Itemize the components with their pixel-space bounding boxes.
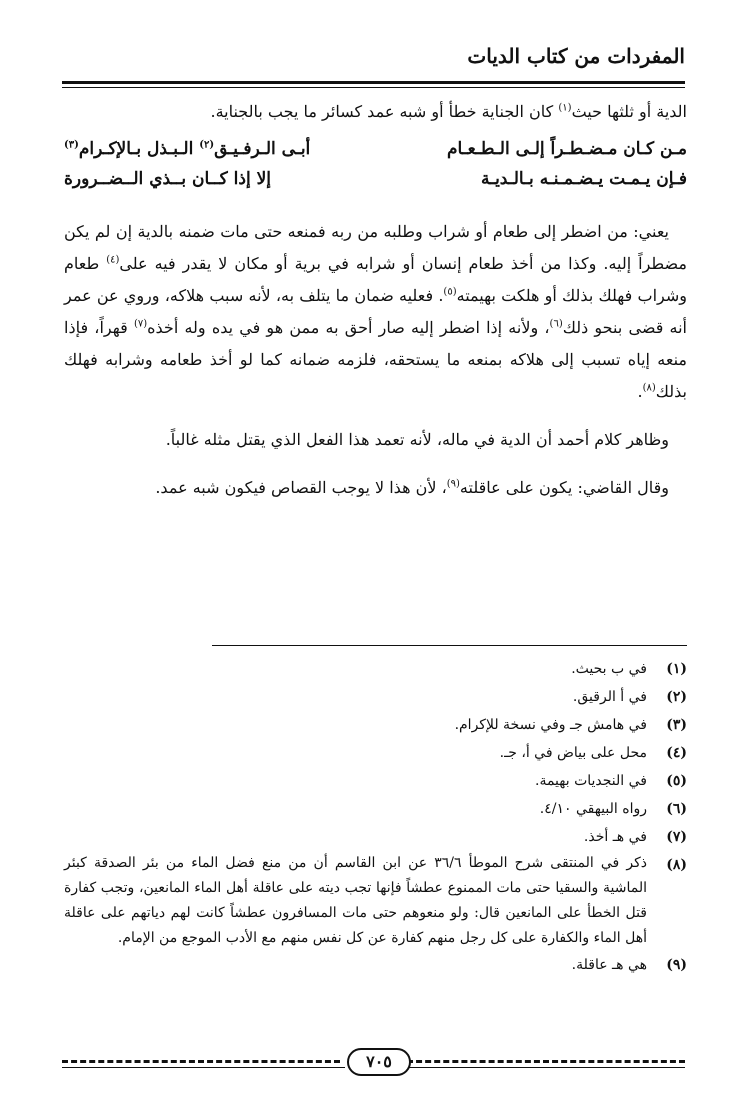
footnote-item: (٧) في هـ أخذ.: [583, 829, 687, 845]
footnote-item: (٢) في أ الرقيق.: [572, 689, 687, 705]
footnote-ref: (٨): [642, 382, 656, 394]
ahmad-opinion-paragraph: وظاهر كلام أحمد أن الدية في ماله، لأنه تعمد هذا الفعل الذي يقتل مثله غالباً.: [165, 430, 669, 449]
verse-line-1: [64, 134, 687, 164]
footnote-item: (٦) رواه البيهقي ٤/١٠.: [539, 801, 687, 817]
main-text: [64, 96, 687, 504]
footnote-item: (٤) محل على بياض في أ، جـ.: [499, 745, 687, 761]
footnote-ref: (٣): [64, 139, 79, 151]
footnote-ref: (٥): [443, 286, 457, 298]
footnote-ref: (٤): [106, 254, 120, 266]
footnote-ref: (٧): [133, 318, 148, 330]
footnote-ref: (٦): [549, 318, 563, 330]
qadi-opinion-paragraph: وقال القاضي: يكون على عاقلته$^{(٩)}$، لأن هذا لا يوجب القصاص فيكون شبه عمد.: [155, 478, 669, 497]
footer-line-right: [402, 1067, 685, 1068]
footer-line-left: [62, 1067, 345, 1068]
footnote-ref: (٩): [446, 478, 460, 490]
poem-verses: [64, 134, 687, 194]
footnotes: [64, 655, 687, 979]
verse-2-first-hemistich: فـإن يـمـت يـضـمـنـه بـالـديـة: [480, 169, 687, 189]
footnote-ref: (١): [558, 102, 572, 114]
footnote-item: (٥) في النجديات بهيمة.: [535, 773, 687, 789]
footnote-item: (٣) في هامش جـ وفي نسخة للإكرام.: [454, 717, 687, 733]
footer-dashes-left: [62, 1060, 340, 1063]
verse-line-2: [64, 164, 687, 194]
header-rule-thin: [62, 87, 685, 88]
page-footer: [62, 1048, 685, 1076]
commentary-paragraph: يعني: من اضطر إلى طعام أو شراب وطلبه من ربه فمنعه حتى مات ضمنه بالدية إن لم يكن مضطراً إليه. وكذا من أخذ طعام إنسان أو شرابه في برية أو مكان لا يقدر فيه على$^{(٤)}$ طعام وشراب فهلك بذلك أو هلكت بهيمته$^{(٥)}$. فعليه ضمان ما يتلف به، لأنه سبب هلاكه، وروي عن عمر أنه قضى بنحو ذلك$^{(٦)}$، ولأنه إذا اضطر إليه صار أحق به ممن هو في يده وله أخذه$^{(٧)}$ قهراً، فإذا منعه إياه تسبب إلى هلاكه بمنعه ما يستحقه، فلزمه ضمانه كما لو أخذ طعامه وشرابه فهلك بذلك$^{(٨)}$.: [64, 222, 688, 401]
page-number: ٧٠٥: [347, 1048, 411, 1076]
footnote-separator: [212, 645, 687, 646]
running-head-title: المفردات من كتاب الديات: [467, 44, 685, 68]
verse-1-second-hemistich: أبـى الـرفـيـق$^{(٢)}$ الـبـذل بـالإكـرام$^{(٣)}$: [64, 139, 311, 159]
header-rule: [62, 81, 685, 84]
verse-2-second-hemistich: إلا إذا كــان بــذي الــضــرورة: [64, 169, 272, 189]
footnote-item: (١) في ب بحيث.: [571, 661, 687, 677]
intro-line: الدية أو ثلثها حيث$^{(١)}$ كان الجناية خطأ أو شبه عمد كسائر ما يجب بالجناية.: [210, 102, 687, 121]
footnote-item: (٩) هي هـ عاقلة.: [571, 957, 687, 973]
footnote-item: (٨) ذكر في المنتقى شرح الموطأ ٣٦/٦ عن ابن القاسم أن من منع فضل الماء من بئر الصدقة كبئر الماشية والسقيا حتى مات الممنوع عطشاً فإنها تجب ديته على عاقلة أهل الماء المانعين، وتجب كفارة قتل الخطأ على المانعين قال: ولو منعوهم حتى مات المسافرون عطشاً كانت لهم دياتهم على عاقلة أهل الماء والكفارة على كل رجل منهم كفارة عن كل نفس منهم مع الأدب الموجع من الإمام.: [64, 855, 687, 946]
footer-dashes-right: [407, 1060, 685, 1063]
footnote-ref: (٢): [199, 139, 215, 151]
verse-1-first-hemistich: مـن كـان مـضـطـراً إلـى الـطـعـام: [446, 139, 687, 159]
